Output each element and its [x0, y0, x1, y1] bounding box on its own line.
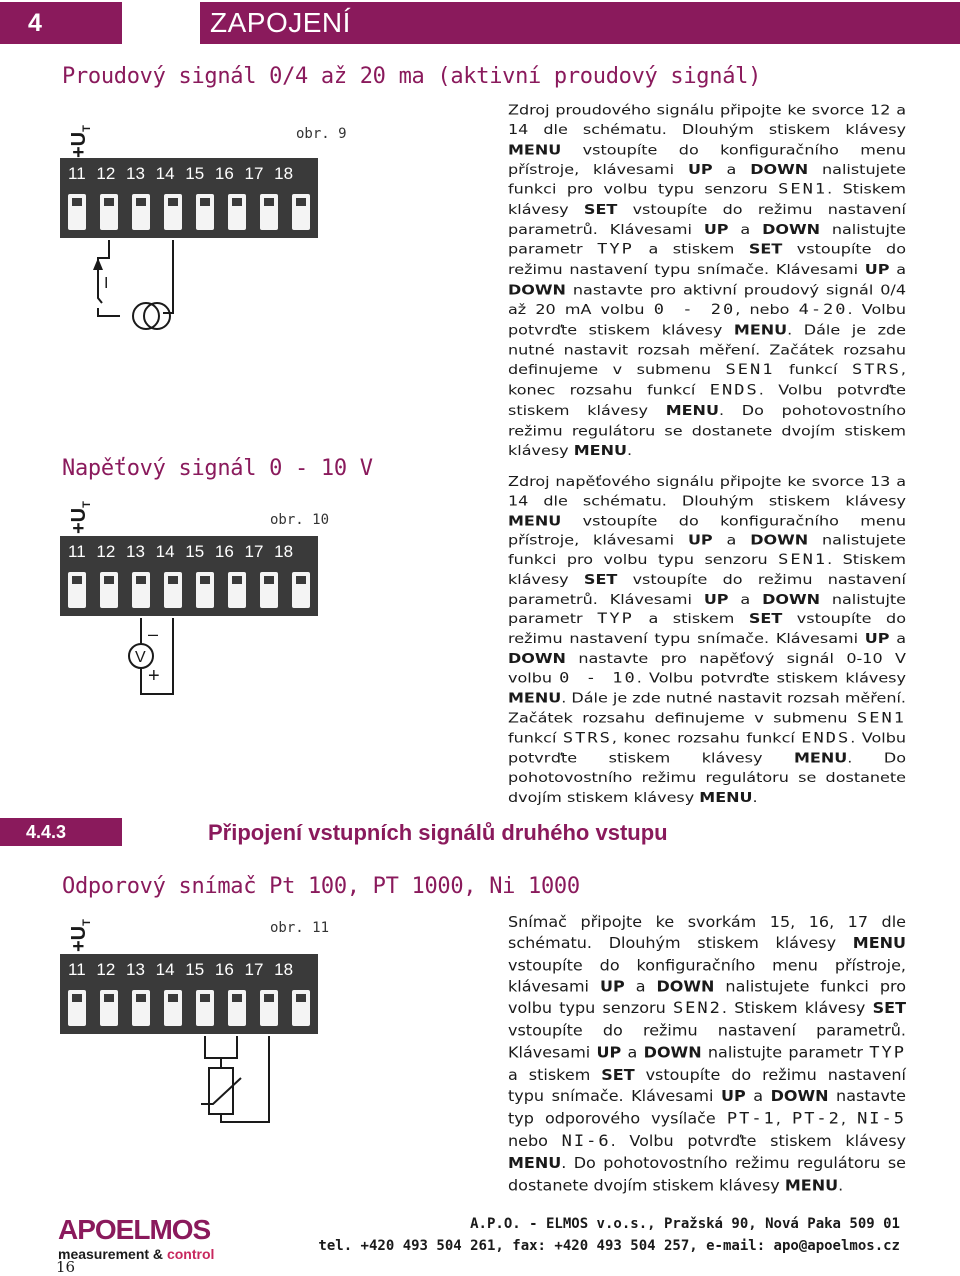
text-run: a: [745, 1087, 771, 1106]
wiring-diagram-resistive: [60, 908, 350, 1128]
text-run: . Stiskem klávesy: [721, 999, 873, 1017]
section-number: 4.4.3: [0, 818, 122, 846]
figure-label: obr. 11: [270, 920, 330, 936]
display-code: TYP: [869, 1043, 906, 1063]
display-code: TYP: [597, 241, 634, 258]
text-run: .: [626, 442, 633, 459]
text-run: . Volbu potvrďte stiskem klávesy: [508, 729, 907, 767]
text-run: nastavte pro napěťový signál 0-10 V volbu: [508, 650, 906, 686]
text-run: vstoupíte do režimu nastavení typu snímače. Klávesami: [508, 1066, 906, 1106]
key-name: MENU: [508, 141, 562, 158]
text-run: a: [728, 591, 763, 608]
display-code: ENDS: [801, 729, 851, 747]
text-run: . Dále je zde nutné nastavit rozsah měření. Začátek rozsahu definujeme v submenu: [508, 321, 906, 378]
key-name: DOWN: [656, 977, 715, 996]
key-name: MENU: [699, 789, 753, 805]
footer-contact: tel. +420 493 504 261, fax: +420 493 504 257, e-mail: apo@apoelmos.cz: [318, 1238, 900, 1254]
text-run: a stiskem: [508, 1066, 602, 1084]
key-name: UP: [687, 532, 713, 548]
current-label: I: [104, 275, 109, 292]
section-title-current: Proudový signál 0/4 až 20 ma (aktivní proudový signál): [62, 64, 762, 89]
key-name: SET: [748, 241, 783, 258]
key-name: MENU: [852, 934, 906, 953]
voltmeter-label: V: [135, 649, 146, 666]
display-code: STRS: [851, 361, 901, 379]
text-run: . Volbu potvrďte stiskem klávesy: [508, 382, 907, 419]
text-run: a: [712, 532, 751, 548]
supply-label: $+U_T$: [68, 919, 93, 952]
text-run: nalistujte parametr: [701, 1043, 870, 1062]
display-code: NI-6: [561, 1131, 611, 1151]
key-name: MENU: [733, 321, 788, 338]
text-run: . Volbu potvrďte stiskem klávesy: [636, 669, 906, 686]
arrow-icon: [93, 258, 103, 270]
key-name: DOWN: [508, 281, 566, 298]
text-run: , konec rozsahu funkcí: [611, 729, 802, 746]
text-run: . Stiskem klávesy: [508, 551, 906, 588]
text-run: a: [889, 630, 906, 647]
text-run: . Do pohotovostního režimu regulátoru se dostanete dvojím stiskem klávesy: [508, 1154, 906, 1194]
text-run: funkcí: [508, 729, 563, 746]
key-name: SET: [583, 571, 618, 588]
figure-label: obr. 10: [270, 512, 330, 528]
display-code: PT-1: [726, 1109, 776, 1128]
text-run: nebo: [508, 1131, 562, 1150]
paragraph-voltage: [508, 472, 906, 807]
key-name: DOWN: [643, 1043, 702, 1062]
text-run: . Do pohotovostního režimu regulátoru se dostanete dvojím stiskem klávesy: [508, 750, 906, 805]
chapter-title: ZAPOJENÍ: [200, 2, 960, 44]
text-run: Snímač připojte ke svorkám 15, 16, 17 dle schématu. Dlouhým stiskem klávesy: [508, 912, 906, 953]
key-name: UP: [703, 221, 729, 238]
text-run: funkcí: [774, 361, 852, 378]
key-name: SET: [872, 999, 906, 1017]
chapter-number: 4: [0, 2, 122, 44]
text-run: vstoupíte do režimu nastavení parametrů. Klávesami: [508, 1021, 906, 1062]
display-code: NI-5: [857, 1109, 907, 1128]
terminal-screws-and-circuit: [60, 158, 350, 348]
section-title-resistive: Odporový snímač Pt 100, PT 1000, Ni 1000: [62, 874, 580, 899]
text-run: . Do pohotovostního režimu regulátoru se dostanete dvojím stiskem klávesy: [508, 402, 906, 459]
display-code: TYP: [597, 610, 634, 628]
key-name: DOWN: [762, 591, 820, 608]
terminal-numbers: 11 12 13 14 15 16 17 18: [68, 542, 294, 561]
display-code: 0 - 10: [559, 669, 637, 687]
text-run: nalistujte parametr: [508, 221, 907, 258]
text-run: nalistujete funkci pro volbu typu senzoru: [508, 532, 907, 568]
display-code: SEN1: [778, 551, 828, 569]
supply-label: $+U_T$: [68, 125, 93, 158]
text-run: nastavte pro aktivní proudový signál 0/4 až 20 mA volbu: [508, 281, 906, 318]
text-run: a: [624, 977, 657, 996]
text-run: Zdroj napěťového signálu připojte ke svorce 13 a 14 dle schématu. Dlouhým stiskem klávesy: [508, 473, 906, 509]
text-run: . Stiskem klávesy: [508, 180, 906, 218]
key-name: DOWN: [750, 161, 809, 178]
key-name: SET: [583, 201, 618, 218]
paragraph-current: [508, 100, 906, 460]
text-run: .: [752, 789, 758, 805]
key-name: UP: [864, 630, 890, 647]
text-run: vstoupíte do režimu nastavení parametrů. Klávesami: [508, 571, 906, 608]
key-name: DOWN: [508, 650, 566, 667]
text-run: Zdroj proudového signálu připojte ke svorce 12 a 14 dle schématu. Dlouhým stiskem klávesy: [508, 101, 906, 138]
text-run: nastavte typ odporového vysílače: [508, 1087, 906, 1127]
text-run: vstoupíte do režimu nastavení typu snímače. Klávesami: [508, 610, 906, 647]
text-run: a stiskem: [633, 610, 749, 627]
text-run: . Volbu potvrďte stiskem klávesy: [508, 301, 907, 338]
page-number: 16: [56, 1258, 76, 1276]
text-run: a: [889, 261, 906, 278]
plus-sign: +: [148, 665, 160, 687]
terminal-numbers: 11 12 13 14 15 16 17 18: [68, 164, 294, 183]
key-name: DOWN: [750, 532, 809, 548]
section-title-voltage: Napěťový signál 0 - 10 V: [62, 456, 373, 481]
text-run: vstoupíte do konfiguračního menu přístroje, klávesami: [508, 512, 906, 548]
section-443-title: Připojení vstupních signálů druhého vstupu: [208, 820, 668, 845]
text-run: nalistujete funkci pro volbu typu senzoru: [508, 977, 906, 1017]
terminal-screws-and-circuit: [60, 536, 350, 706]
terminal-numbers: 11 12 13 14 15 16 17 18: [68, 960, 294, 979]
text-run: vstoupíte do režimu nastavení parametrů. Klávesami: [508, 201, 906, 238]
text-run: . Dále je zde nutné nastavit rozsah měření. Začátek rozsahu definujeme v submenu: [508, 690, 906, 726]
text-run: nalistujete funkci pro volbu typu senzoru: [508, 161, 907, 197]
key-name: MENU: [573, 442, 627, 459]
key-name: MENU: [508, 690, 562, 707]
wiring-diagram-current: [60, 100, 350, 345]
key-name: SET: [748, 610, 783, 627]
text-run: nalistujte parametr: [508, 591, 907, 627]
key-name: MENU: [784, 1176, 839, 1194]
key-name: UP: [703, 591, 729, 608]
key-name: DOWN: [770, 1087, 829, 1106]
wiring-diagram-voltage: [60, 490, 350, 700]
supply-label: $+U_T$: [68, 501, 93, 534]
text-run: a: [621, 1043, 644, 1062]
display-code: SEN1: [778, 180, 828, 198]
display-code: PT-2: [791, 1109, 841, 1128]
key-name: MENU: [508, 512, 562, 529]
key-name: DOWN: [762, 221, 820, 238]
text-run: ,: [840, 1109, 858, 1127]
display-code: STRS: [562, 729, 612, 747]
logo-tagline: measurement & control: [58, 1246, 215, 1262]
minus-sign: –: [148, 624, 159, 644]
text-run: vstoupíte do režimu nastavení typu snímače. Klávesami: [508, 241, 906, 278]
logo-wordmark: APOELMOS: [58, 1214, 211, 1245]
display-code: SEN1: [857, 709, 906, 727]
text-run: , nebo: [735, 301, 799, 318]
footer-address: A.P.O. - ELMOS v.o.s., Pražská 90, Nová Paka 509 01: [470, 1216, 900, 1232]
text-run: a: [712, 161, 751, 178]
key-name: UP: [864, 261, 890, 278]
key-name: UP: [687, 161, 713, 178]
text-run: a stiskem: [633, 241, 749, 258]
key-name: UP: [600, 977, 625, 996]
terminal-screws-and-circuit: [60, 954, 350, 1134]
key-name: SET: [601, 1066, 635, 1084]
text-run: . Volbu potvrďte stiskem klávesy: [610, 1131, 906, 1150]
display-code: 0 - 20: [653, 301, 736, 319]
display-code: SEN1: [725, 361, 775, 379]
text-run: ,: [775, 1109, 792, 1127]
key-name: UP: [596, 1043, 622, 1062]
text-run: vstoupíte do konfiguračního menu přístroje, klávesami: [508, 956, 906, 996]
company-logo: [58, 1214, 214, 1262]
figure-label: obr. 9: [296, 126, 347, 142]
text-run: , konec rozsahu funkcí: [508, 361, 906, 399]
key-name: MENU: [665, 402, 719, 419]
key-name: MENU: [508, 1154, 562, 1173]
text-run: .: [838, 1176, 844, 1194]
paragraph-resistive: [508, 911, 906, 1196]
text-run: vstoupíte do konfiguračního menu přístroje, klávesami: [508, 141, 906, 178]
display-code: SEN2: [672, 999, 722, 1018]
display-code: 4-20: [798, 301, 848, 319]
text-run: a: [728, 221, 763, 238]
key-name: MENU: [793, 750, 848, 767]
key-name: UP: [720, 1087, 746, 1106]
display-code: ENDS: [709, 382, 759, 399]
